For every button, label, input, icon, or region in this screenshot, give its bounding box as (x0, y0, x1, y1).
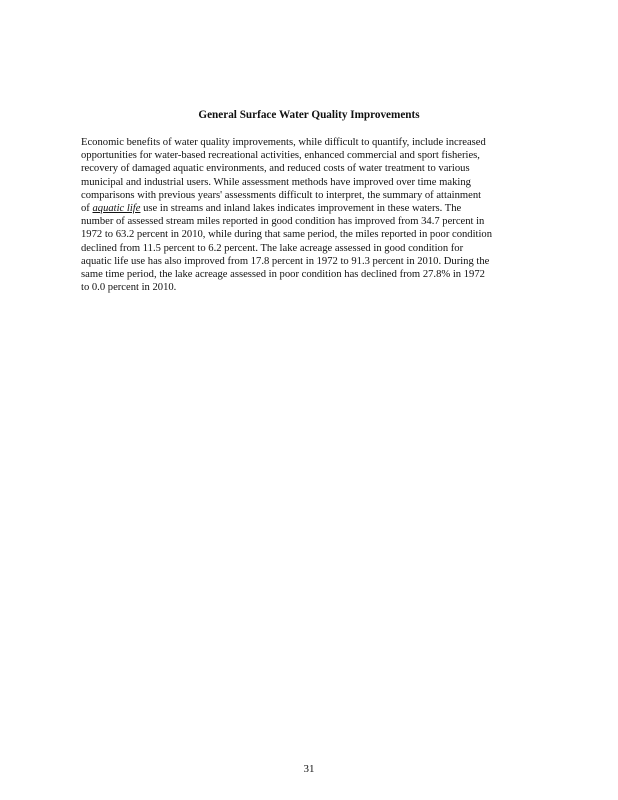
body-paragraph (81, 136, 551, 294)
page-number: 31 (303, 763, 315, 775)
page-title: General Surface Water Quality Improvements (198, 109, 420, 121)
paragraph-line: opportunities for water-based recreational activities, enhanced commercial and sport fisheries, (81, 150, 480, 162)
paragraph-line: to 0.0 percent in 2010. (81, 282, 177, 294)
emphasized-term: aquatic life (92, 202, 141, 214)
paragraph-line: number of assessed stream miles reported in good condition has improved from 34.7 percent in (81, 216, 485, 228)
paragraph-line: Economic benefits of water quality improvements, while difficult to quantify, include increased (81, 137, 486, 148)
paragraph-line: same time period, the lake acreage assessed in poor condition has declined from 27.8% in 1972 (81, 268, 485, 280)
line-prefix: of (81, 202, 93, 214)
paragraph-line (81, 202, 551, 215)
paragraph-line: 1972 to 63.2 percent in 2010, while during that same period, the miles reported in poor condition (81, 229, 493, 241)
line-rest: use in streams and inland lakes indicates improvement in these waters. The (143, 202, 462, 214)
paragraph-line: declined from 11.5 percent to 6.2 percent. The lake acreage assessed in good condition for (81, 242, 464, 254)
paragraph-line: comparisons with previous years' assessments difficult to interpret, the summary of attainment (81, 189, 482, 201)
paragraph-line: municipal and industrial users. While assessment methods have improved over time making (81, 176, 471, 188)
paragraph-line: recovery of damaged aquatic environments, and reduced costs of water treatment to various (81, 163, 470, 175)
paragraph-line: aquatic life use has also improved from 17.8 percent in 1972 to 91.3 percent in 2010. During the (81, 255, 490, 267)
